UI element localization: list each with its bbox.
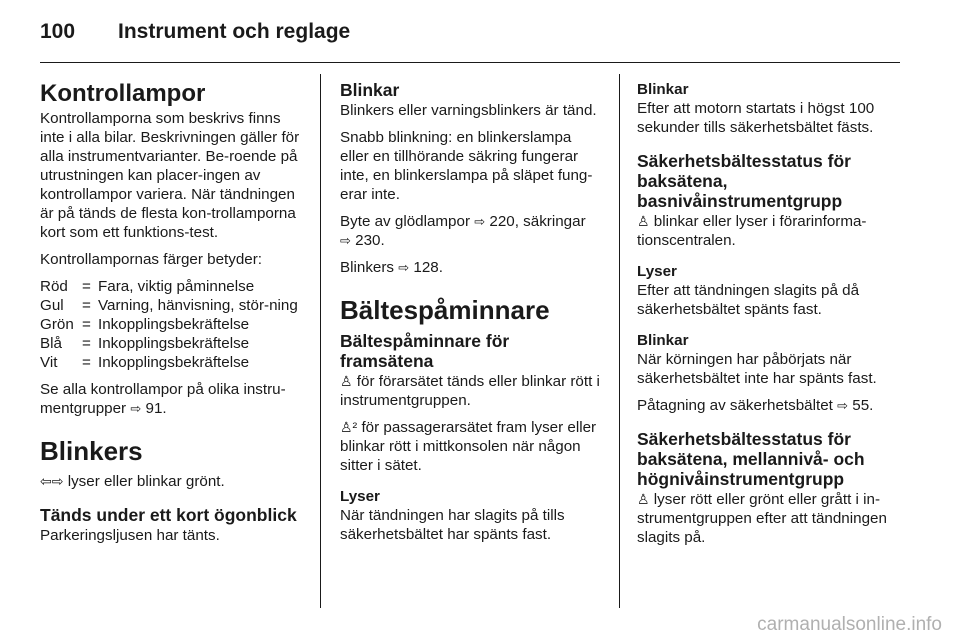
heading-blinkar-2: Blinkar: [637, 332, 689, 349]
legend-key: Gul: [40, 297, 64, 314]
legend-row: [40, 315, 308, 334]
paragraph-intro: Kontrollamporna som beskrivs finns inte i alla bilar. Beskrivningen gäller för alla instrumentvarianter. Be-roende på utrustningen kan placer-ingen av kontrollampor variera. När tändningen är på tänds de flesta kon-trollamporna kort som ett funktions-test.: [40, 110, 300, 241]
legend-equals: =: [82, 297, 91, 314]
paragraph-lyser: Efter att tändningen slagits på då säkerhetsbältet spänts fast.: [637, 282, 860, 318]
legend-equals: =: [82, 278, 91, 295]
paragraph-blinkar-2: När körningen har påbörjats när säkerhetsbältet inte har spänts fast.: [637, 351, 877, 387]
heading-blinkers: Blinkers: [40, 436, 143, 466]
heading-status-mellan-hog: Säkerhetsbältesstatus för baksätena, mellannivå- och högnivåinstrumentgrupp: [637, 429, 865, 489]
paragraph-byte: Byte av glödlampor ⇨ 220, säkringar ⇨ 230.: [340, 213, 586, 249]
column-3: [637, 80, 899, 555]
paragraph-blinkar: Efter att motorn startats i högst 100 sekunder tills säkerhetsbältet fästs.: [637, 100, 875, 136]
paragraph-status-mellan-hog: ♙ lyser rött eller grönt eller grått i in-strumentgruppen efter att tändningen slagits på.: [637, 491, 887, 546]
seatbelt-icon: ♙: [340, 373, 353, 389]
paragraph-blinkar: Blinkers eller varningsblinkers är tänd.: [340, 102, 597, 119]
heading-kontrollampor: Kontrollampor: [40, 80, 206, 107]
heading-blinkar: Blinkar: [637, 81, 689, 98]
page-number: 100: [40, 20, 76, 43]
turn-signal-icon: ⇦⇨: [40, 473, 64, 489]
paragraph-patagning: Påtagning av säkerhetsbältet ⇨ 55.: [637, 397, 874, 414]
legend-value: Varning, hänvisning, stör-ning: [98, 297, 298, 314]
paragraph-colors: Kontrollampornas färger betyder:: [40, 251, 263, 268]
reference-arrow-icon: ⇨: [398, 260, 410, 275]
reference-arrow-icon: ⇨: [474, 214, 486, 229]
heading-tands: Tänds under ett kort ögonblick: [40, 505, 297, 525]
heading-blinkar: Blinkar: [340, 80, 400, 100]
legend-equals: =: [82, 316, 91, 333]
legend-key: Blå: [40, 335, 62, 352]
paragraph-lyser: När tändningen har slagits på tills säkerhetsbältet har spänts fast.: [340, 507, 565, 543]
paragraph-forar: ♙ för förarsätet tänds eller blinkar rött i instrumentgruppen.: [340, 373, 600, 409]
legend-equals: =: [82, 354, 91, 371]
header-divider: [40, 62, 900, 63]
reference-arrow-icon: ⇨: [340, 233, 351, 248]
legend-row: [40, 277, 308, 296]
legend-row: [40, 296, 308, 315]
heading-lyser: Lyser: [340, 488, 380, 505]
watermark: carmanualsonline.info: [757, 614, 942, 635]
paragraph-blinkers: ⇦⇨ lyser eller blinkar grönt.: [40, 473, 225, 490]
reference-arrow-icon: ⇨: [837, 398, 849, 413]
legend-key: Vit: [40, 354, 58, 371]
legend-row: [40, 353, 308, 372]
legend-equals: =: [82, 335, 91, 352]
legend-row: [40, 334, 308, 353]
column-divider-1: [320, 74, 321, 608]
paragraph-all-lamps: Se alla kontrollampor på olika instru-mentgrupper ⇨ 91.: [40, 381, 286, 417]
column-1: [40, 80, 308, 553]
paragraph-status-bas: ♙ blinkar eller lyser i förarinforma-tionscentralen.: [637, 213, 867, 249]
legend-value: Inkopplingsbekräftelse: [98, 335, 250, 352]
seatbelt-icon: ♙: [637, 213, 650, 229]
heading-status-bas: Säkerhetsbältesstatus för baksätena, basnivåinstrumentgrupp: [637, 151, 851, 211]
reference-arrow-icon: ⇨: [130, 401, 142, 416]
legend-key: Röd: [40, 278, 68, 295]
page-title: Instrument och reglage: [118, 20, 351, 43]
legend-key: Grön: [40, 316, 74, 333]
column-divider-2: [619, 74, 620, 608]
heading-lyser: Lyser: [637, 263, 677, 280]
legend-value: Fara, viktig påminnelse: [98, 278, 255, 295]
seatbelt-passenger-icon: ♙²: [340, 419, 358, 435]
paragraph-tands: Parkeringsljusen har tänts.: [40, 527, 220, 544]
paragraph-blinkers-ref: Blinkers ⇨ 128.: [340, 259, 443, 276]
color-legend: [40, 277, 308, 372]
legend-value: Inkopplingsbekräftelse: [98, 316, 250, 333]
heading-baltespaminnare: Bältespåminnare: [340, 295, 550, 325]
heading-baltes-fram: Bältespåminnare för framsätena: [340, 331, 510, 371]
seatbelt-icon: ♙: [637, 491, 650, 507]
paragraph-passagerare: ♙² för passagerarsätet fram lyser eller blinkar rött i mittkonsolen när någon sitter i sätet.: [340, 419, 597, 474]
column-2: [340, 80, 602, 552]
paragraph-snabb: Snabb blinkning: en blinkerslampa eller en tillhörande säkring fungerar inte, en blinkerslampa på släpet fung-erar inte.: [340, 129, 593, 203]
legend-value: Inkopplingsbekräftelse: [98, 354, 250, 371]
